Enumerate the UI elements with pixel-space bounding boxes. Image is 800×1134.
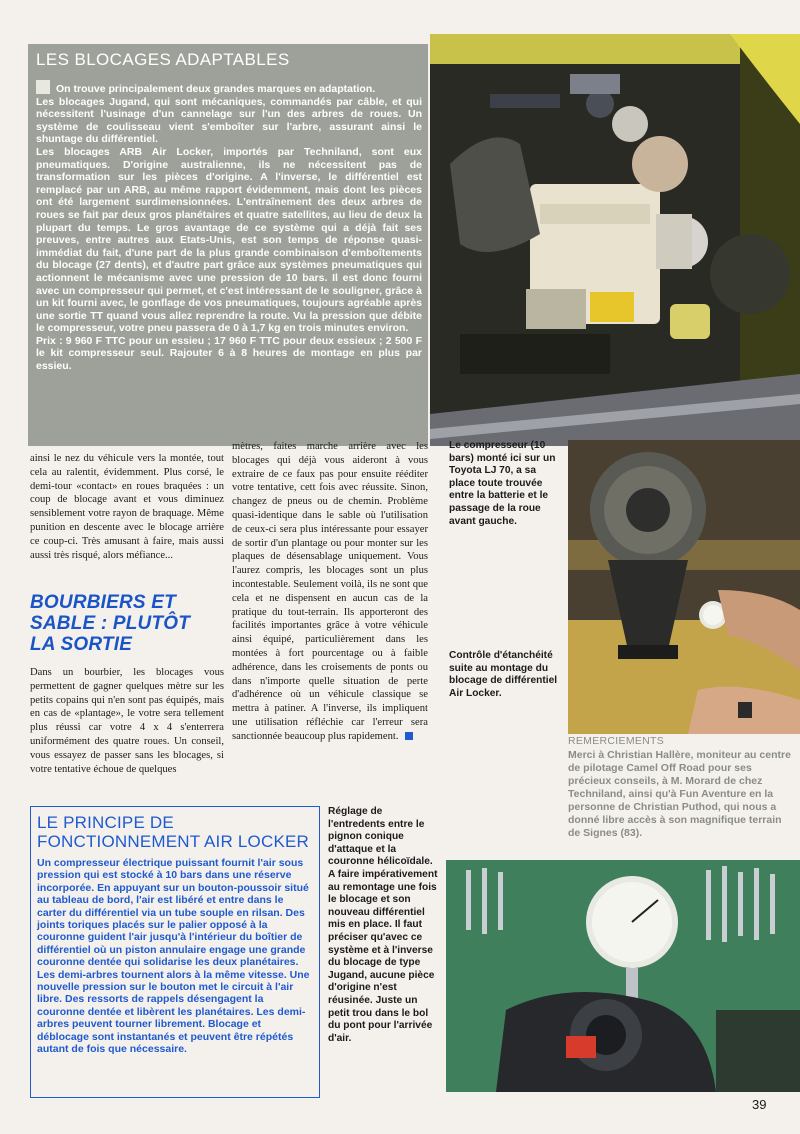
air-locker-principle-box (30, 806, 320, 1098)
thanks-body: Merci à Christian Hallère, moniteur au centre de pilotage Camel Off Road pour ses précieux conseils, à M. Morard de chez Techniland, ainsi qu'à Fun Aventure en la personne de Christian Puthod, qui nous a donné libre accès à son magnifique terrain de Signes (83). (568, 749, 791, 839)
end-of-article-icon (405, 732, 413, 740)
principle-body: Un compresseur électrique puissant fournit l'air sous pression qui est stocké à 10 bars dans une réserve incorporée. En appuyant sur un bouton-poussoir situé au tableau de bord, l'air est libéré et entre dans le carter du différentiel via un tube souple en rilsan. Des joints toriques placés sur le palier opposé à la couronne guident l'air jusqu'à l'intérieur du boîtier de différentiel où un piston annulaire engage une grande couronne dentée qui solidarise les deux planétaires. Les demi-arbres tournent alors à la même vitesse. Une nouvelle pression sur le bouton met le circuit à l'air libre. Des ressorts de rappels désengagent la couronne dentée et libèrent les planétaires. Les demi-arbres peuvent tourner librement. Blocage et déblocage sont instantanés et peuvent être répétés autant de fois que nécessaire. (37, 857, 310, 1056)
article-column-1-bottom: Dans un bourbier, les blocages vous permettent de gagner quelques mètre sur les petits copains qui n'en sont pas équipés, mais en cas de «plantage», le votre sera tellement plus réussi car votre 4 x 4 s'enterrera uniformément des quatre roues. Un conseil, vous essayez de passer sans les blocages, si votre tentative échoue de quelques (30, 667, 224, 775)
square-marker-icon (36, 80, 50, 94)
sidebox-paragraph: On trouve principalement deux grandes marques en adaptation. (56, 83, 376, 95)
sidebox-title: LES BLOCAGES ADAPTABLES (36, 50, 290, 69)
sidebox-paragraph: Les blocages Jugand, qui sont mécaniques, commandés par câble, et qui nécessitent l'usinage d'un cannelage sur l'un des arbres de roues. Un système de coulisseau vient s'emboîter sur l'arbre, assurant ainsi le shuntage du différentiel. (36, 95, 422, 146)
sidebox-paragraph: Les blocages ARB Air Locker, importés par Techniland, sont eux pneumatiques. D'origine australienne, ils ne nécessitent pas de transformation sur les pièces d'origine. A l'inverse, le différentiel est remplacé par un ARB, au même rapport évidemment, mais dont les pièces ont été largement surdimensionnées. L'entraînement des deux arbres de roues se fait par deux gros planétaires et quatre satellites, au lieu de deux la plupart du temps. Le gros avantage de ce système qui a déjà fait ses preuves, entre autres aux Etats-Unis, est son temps de réponse quasi-immédiat du fait, d'une part de la plus grande combinaison d'emboîtements du blocage (27 dents), et d'autre part grâce aux systèmes pneumatiques qui actionnent le mécanisme avec une pression de 10 bars. Il est donc fourni avec un compresseur qui permet, et c'est intéressant de le souligner, grâce à un kit fourni avec, le gonflage de vos pneumatiques, toujours agréable après une sortie TT quand vous allez reprendre la route. Vu la pression que débite le compresseur, votre pneu passera de 0 à 1,7 kg en trois minutes environ. (36, 145, 422, 335)
caption-sealing-check: Contrôle d'étanchéité suite au montage du blocage de différentiel Air Locker. (449, 650, 558, 699)
sidebox-body (36, 80, 422, 373)
article-column-2: mètres, faites marche arrière avec les blocages qui déjà vous aideront à vous extraire de ce faux pas pour ensuite rééditer votre tentative, cett fois avec réussite. Sinon, changez de pneus ou de chemin. Problème quasi-identique dans le sable où l'utilisation de ceux-ci sera plus intéressante pour essayer de sortir d'un plantage ou pour monter sur les plaques de désensablage uniquement. Vous l'aurez compris, les blocages sont un plus incontestable. Seulement voilà, ils ne sont que cela et ne dispensent en aucun cas de la pratique du tout-terrain. Ils apporteront des facilités importantes grâce à votre véhicule ainsi équipé, particulièrement dans les montées à fort pourcentage ou à faible adhérence, dans les croisements de ponts ou dans n'importe quelle situation de perte d'adhérence où un véhicule classique se mettra à patiner. A l'inverse, ils impliquent une utilisation réfléchie car l'erreur sera sanctionnée beaucoup plus rapidement. (232, 441, 428, 742)
page-number: 39 (752, 1097, 767, 1112)
dial-gauge-photo (446, 860, 800, 1092)
caption-gear-mesh-adjust: Réglage de l'entredents entre le pignon conique d'attaque et la couronne hélicoïdale. A faire impérativement au remontage une fois le blocage et son nouveau différentiel mis en place. Il faut préciser qu'avec ce système et à l'inverse du blocage de type Jugand, aucune pièce d'origine n'est réusinée. Juste un petit trou dans le bol du pont pour l'arrivée d'air. (328, 806, 438, 1044)
section-headline: BOURBIERS ET SABLE : PLUTÔT LA SORTIE (30, 592, 191, 655)
thanks-title: REMERCIEMENTS (568, 735, 665, 747)
engine-bay-photo (430, 34, 800, 446)
principle-title: LE PRINCIPE DE FONCTIONNEMENT AIR LOCKER (37, 813, 309, 851)
adaptable-locks-sidebox (28, 44, 428, 446)
caption-compressor: Le compresseur (10 bars) monté ici sur un Toyota LJ 70, a sa place toute trouvée entre la batterie et le passage de la roue avant gauche. (449, 440, 556, 527)
article-column-1-top: ainsi le nez du véhicule vers la montée, tout cela au ralentit, évidemment. Plus corsé, le demi-tour «contact» en roues braquées : un coup de blocage avant et vous diminuez sensiblement votre rayon de braquage. Même punition en descente avec le blocage arrière ce coup-ci. Très amusant à faire, mais aussi aussi très risqué, alors méfiance... (30, 453, 224, 561)
sidebox-paragraph: Prix : 9 960 F TTC pour un essieu ; 17 960 F TTC pour deux essieux ; 2 500 F le kit compresseur seul. Rajouter 6 à 8 heures de montage en plus par essieu. (36, 334, 422, 373)
differential-photo (568, 440, 800, 734)
